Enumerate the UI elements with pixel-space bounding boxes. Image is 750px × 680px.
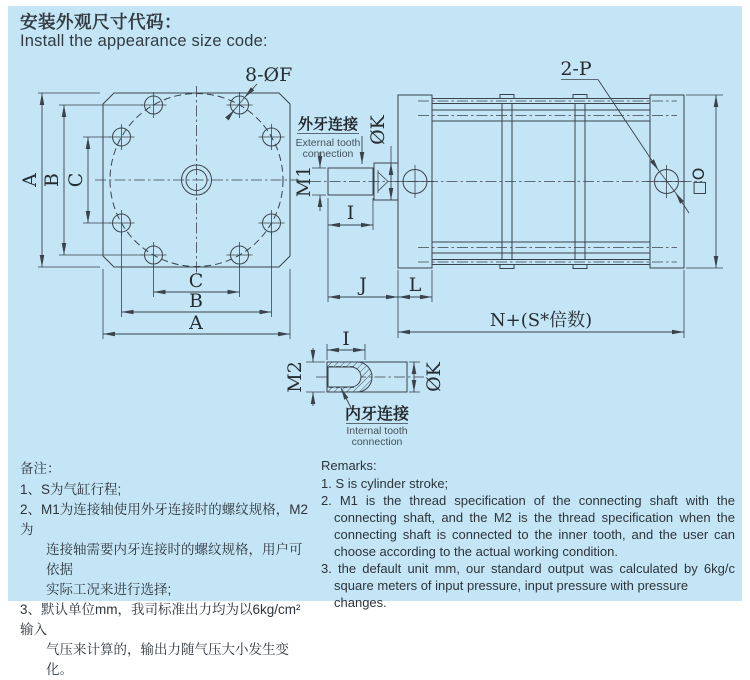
page-title-en: Install the appearance size code: xyxy=(20,32,268,50)
dim-label-c-vertical: C xyxy=(65,172,87,188)
remarks-en xyxy=(321,457,735,611)
remarks-en-line-1: 1. S is cylinder stroke; xyxy=(321,476,449,491)
dim-label-b-horizontal: B xyxy=(189,290,203,312)
remarks-zh-line-1: 1、S为气缸行程; xyxy=(20,482,122,497)
remarks-zh-line-4: 实际工况来进行选择; xyxy=(46,582,172,597)
remarks-zh-line-2: 2、M1为连接轴使用外牙连接时的螺纹规格，M2为 xyxy=(20,502,309,537)
m1-label: M1 xyxy=(293,165,315,198)
dim-label-a-vertical: A xyxy=(19,173,41,187)
j-label: J xyxy=(359,274,367,296)
external-depth-label: I xyxy=(346,202,355,224)
page-title-zh: 安装外观尺寸代码： xyxy=(20,12,182,32)
internal-diameter-label: ØK xyxy=(423,362,445,392)
remarks-en-line-6: 3. the default unit mm, our standard output was calculated by 6kg/c xyxy=(321,561,735,576)
bolt-pattern-label: 8-ØF xyxy=(245,64,293,86)
external-diameter-label: ØK xyxy=(367,115,389,145)
front-extension-lines xyxy=(38,93,290,339)
remarks-en-heading: Remarks: xyxy=(321,458,377,473)
thread-cavity xyxy=(328,367,361,387)
external-joint-label-en1: External tooth xyxy=(295,137,361,149)
square-dim-label: □O xyxy=(689,167,708,196)
remarks-en-line-4: connecting shaft is connected to the inner tooth, and the user can xyxy=(334,527,735,542)
internal-depth-label: I xyxy=(342,328,350,350)
external-joint-callout xyxy=(296,115,362,164)
n-label: N+(S*倍数) xyxy=(489,310,593,331)
dim-label-a-horizontal: A xyxy=(189,312,203,334)
bolt-pattern-leader xyxy=(231,84,257,114)
remarks-en-line-5: choose according to the actual working condition. xyxy=(334,544,619,559)
internal-joint-label-zh: 内牙连接 xyxy=(344,406,410,423)
internal-joint-label-en1: Internal tooth xyxy=(346,425,408,437)
l-label: L xyxy=(408,274,422,296)
front-dimension-lines xyxy=(42,93,290,334)
remarks-en-line-7: square meters of input pressure, input pressure with pressure changes. xyxy=(334,578,689,610)
side-view xyxy=(293,58,723,338)
remarks-en-line-2: 2. M1 is the thread specification of the connecting shaft with the xyxy=(321,493,735,508)
port-label: 2-P xyxy=(560,58,592,80)
dim-label-b-vertical: B xyxy=(41,173,63,187)
remarks-zh xyxy=(20,459,313,680)
internal-joint-view xyxy=(284,328,445,448)
remarks-zh-line-5: 3、默认单位mm，我司标准出力均为以6kg/cm²输入 xyxy=(20,602,301,637)
internal-joint-callout xyxy=(341,388,410,448)
remarks-zh-line-6: 气压来计算的，输出力随气压大小发生变化。 xyxy=(46,642,289,677)
remarks-en-line-3: connecting shaft, and the M2 is the thread specification when the xyxy=(334,510,735,525)
m2-label: M2 xyxy=(284,361,306,393)
external-joint-label-en2: connection xyxy=(302,148,354,160)
dim-label-c-horizontal: C xyxy=(188,270,204,292)
remarks-zh-heading: 备注： xyxy=(20,461,61,476)
front-view xyxy=(19,64,299,339)
external-joint-label-zh: 外牙连接 xyxy=(297,116,359,133)
remarks-zh-line-3: 连接轴需要内牙连接时的螺纹规格，用户可依据 xyxy=(46,542,303,577)
internal-joint-label-en2: connection xyxy=(351,436,403,448)
